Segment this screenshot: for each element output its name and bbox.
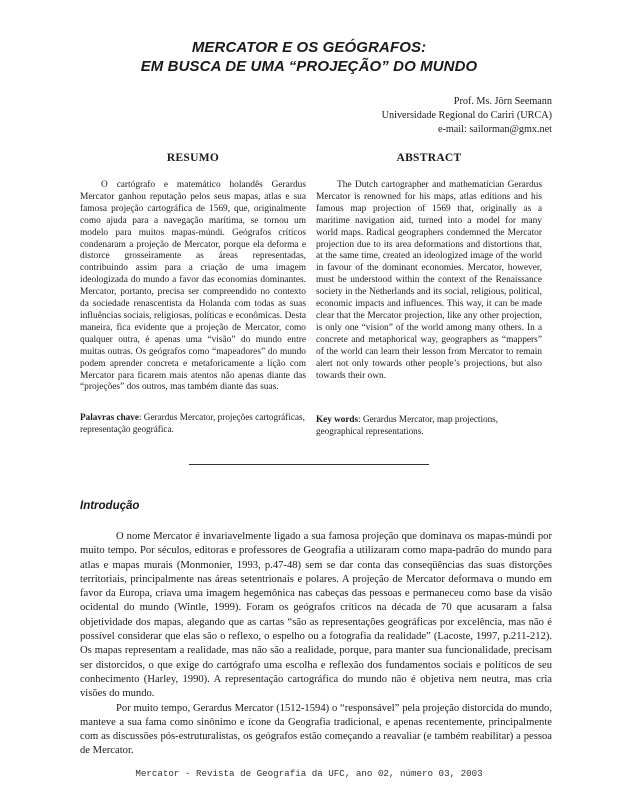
resumo-keywords-label: Palavras chave	[80, 412, 139, 422]
title-line-2: EM BUSCA DE UMA “PROJEÇÃO” DO MUNDO	[140, 58, 478, 75]
author-block	[382, 95, 552, 137]
author-email: e-mail: sailorman@gmx.net	[437, 124, 552, 135]
resumo-keywords-text: : Gerardus Mercator, projeções cartográficas, representação geográfica.	[80, 412, 305, 434]
abstract-keywords	[316, 414, 542, 438]
abstract-keywords-label: Key words	[316, 414, 359, 424]
page-footer: Mercator - Revista de Geografia da UFC, ano 02, número 03, 2003	[135, 768, 483, 779]
abstract-keywords-text: : Gerardus Mercator, map projections, geographical representations.	[316, 414, 499, 436]
title-line-1: MERCATOR E OS GEÓGRAFOS:	[191, 39, 427, 56]
abstract-column	[316, 180, 542, 382]
resumo-text: O cartógrafo e matemático holandês Gerardus Mercator ganhou reputação pelos seus mapas, atlas e sua famosa projeção cartográfica de 1569, que, originalmente como ajuda para a navegação marítima, se tornou um modelo para muitos mapas-múndi. Geógrafos críticos condenaram a projeção de Mercator, porque ela deforma e distorce grosseiramente as áreas representadas, contribuindo assim para a criação de uma imagem ideologizada do mundo a favor das economias dominantes. Mercator, portanto, precisa ser compreendido no contexto da sociedade renascentista da Holanda com todas as suas influências sociais, religiosas, políticas e econômicas. Desta maneira, fica evidente que a projeção de Mercator, como qualquer outra, é apenas uma “visão” do mundo entre muitas outras. Os geógrafos como “mapeadores” do mundo podem aprender concreta e metaforicamente a lição com Mercator para ficarem mais atentos não apenas diante das “projeções” dos outros, mas também diante das suas.	[80, 180, 306, 393]
abstract-heading: ABSTRACT	[396, 152, 462, 164]
resumo-heading: RESUMO	[166, 152, 220, 164]
body-paragraph-1: O nome Mercator é invariavelmente ligado a sua famosa projeção que dominava os mapas-múndi por muito tempo. Por séculos, editoras e professores de Geografia a utilizaram como mapa-padrão do mundo para atlas e mapas murais (Monmonier, 1993, p.47-48) sem se dar conta das conseqüências das suas distorções territoriais, principalmente nas áreas setentrionais e polares. A projeção de Mercator deformava o mundo em favor da Europa, criava uma imagem hegemônica nas cabeças das pessoas e permaneceu como base da visão ocidental do mundo (Wintle, 1999). Foram os geógrafos críticos na década de 70 que acusaram a falsa objetividade dos mapas, alegando que as cartas “são as representações geográficas por excelência, mas não é possível considerar que elas são o reflexo, o espelho ou a fotografia da realidade” (Lacoste, 1997, p.211-212). Os mapas representam a realidade, mas não são a realidade, porque, para manter sua funcionalidade, precisam ser distorcidos, o que exige do cartógrafo uma escolha e reflexão dos fundamentos sociais e políticos de seu conhecimento (Harley, 1990). A representação cartográfica do mundo não é objetiva nem neutra, mas cria visões do mundo.	[80, 531, 552, 700]
body-paragraph-2: Por muito tempo, Gerardus Mercator (1512-1594) o “responsável” pela projeção distorcida do mundo, manteve a sua fama como sinônimo e ícone da Geografia tradicional, e apenas recentemente, principalmente com as discussões pós-estruturalistas, os geógrafos estão começando a reavaliar (e também reabilitar) a pessoa de Mercator.	[80, 702, 552, 757]
article-title	[0, 38, 618, 76]
author-name: Prof. Ms. Jörn Seemann	[453, 96, 552, 107]
author-institution: Universidade Regional do Cariri (URCA)	[381, 110, 552, 121]
resumo-keywords	[80, 412, 306, 436]
body-text	[80, 530, 552, 759]
abstract-text: The Dutch cartographer and mathematician Gerardus Mercator is renowned for his maps, atlas editions and his famous map projection of 1569 that, originally as a maritime navigation aid, turned into a model for many world maps. Radical geographers condemned the Mercator projection due to its area deformations and distortions that, at the same time, created an ideologized image of the world in favour of the dominant economies. Mercator, however, must be understood within the context of the Renaissance society in the Netherlands and its social, religious, political, economic impacts and influences. This way, it can be made clear that the Mercator projection, like any other projection, is only one “vision” of the world among many others. In a concrete and metaphorical way, geographers as “mappers” of the world can learn their lesson from Mercator to remain alert not only towards other people’s projections, but also towards their own.	[316, 180, 542, 381]
divider-rule	[189, 464, 429, 465]
resumo-column	[80, 180, 306, 394]
section-heading: Introdução	[80, 500, 140, 512]
